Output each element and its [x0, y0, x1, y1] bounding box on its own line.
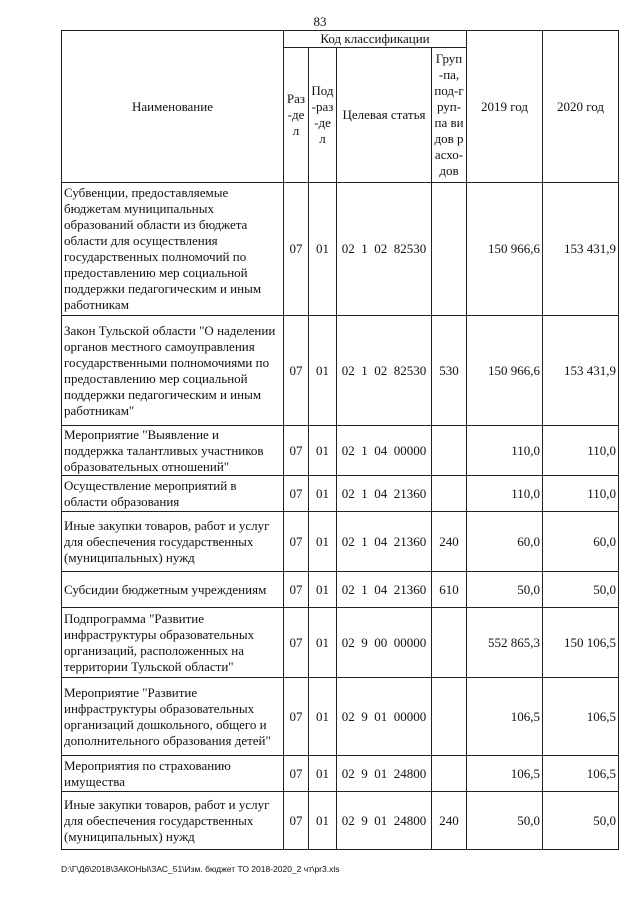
row-2019: 110,0 [467, 426, 543, 476]
row-podrazdel: 01 [309, 756, 337, 792]
row-razdel: 07 [284, 756, 309, 792]
page-number: 83 [313, 14, 327, 29]
row-razdel: 07 [284, 426, 309, 476]
row-group: 240 [432, 512, 467, 572]
row-2020: 150 106,5 [543, 608, 619, 678]
row-2019: 150 966,6 [467, 316, 543, 426]
row-razdel: 07 [284, 792, 309, 850]
header-group: Груп-па, под-груп-па видов расхо-дов [432, 48, 467, 183]
budget-table [61, 30, 619, 850]
row-target: 02 1 04 21360 [337, 476, 432, 512]
row-name: Иные закупки товаров, работ и услуг для обеспечения государственных (муниципальных) нужд [62, 512, 284, 572]
row-razdel: 07 [284, 512, 309, 572]
table-row [62, 512, 619, 572]
row-podrazdel: 01 [309, 183, 337, 316]
header-2020: 2020 год [543, 31, 619, 183]
row-2019: 50,0 [467, 572, 543, 608]
row-target: 02 1 04 21360 [337, 572, 432, 608]
row-podrazdel: 01 [309, 608, 337, 678]
header-2019: 2019 год [467, 31, 543, 183]
row-name: Осуществление мероприятий в области образования [62, 476, 284, 512]
row-2020: 50,0 [543, 572, 619, 608]
table-row [62, 572, 619, 608]
row-target: 02 1 02 82530 [337, 183, 432, 316]
row-name: Субвенции, предоставляемые бюджетам муниципальных образований области из бюджета области для осуществления государственных полномочий по предоставлению мер социальной поддержки педагогическим и иным работникам [62, 183, 284, 316]
row-razdel: 07 [284, 183, 309, 316]
table-row [62, 678, 619, 756]
header-code-group: Код классификации [284, 31, 467, 48]
row-podrazdel: 01 [309, 572, 337, 608]
row-target: 02 1 04 21360 [337, 512, 432, 572]
row-2019: 50,0 [467, 792, 543, 850]
row-target: 02 9 01 24800 [337, 792, 432, 850]
row-2019: 60,0 [467, 512, 543, 572]
row-podrazdel: 01 [309, 316, 337, 426]
row-razdel: 07 [284, 608, 309, 678]
table-row [62, 183, 619, 316]
row-podrazdel: 01 [309, 426, 337, 476]
row-2020: 110,0 [543, 476, 619, 512]
row-2020: 50,0 [543, 792, 619, 850]
row-2019: 106,5 [467, 756, 543, 792]
row-podrazdel: 01 [309, 512, 337, 572]
row-2020: 110,0 [543, 426, 619, 476]
header-target: Целевая статья [337, 48, 432, 183]
table-row [62, 608, 619, 678]
row-name: Подпрограмма "Развитие инфраструктуры образовательных организаций, расположенных на территории Тульской области" [62, 608, 284, 678]
row-name: Мероприятие "Развитие инфраструктуры образовательных организаций дошкольного, общего и дополнительного образования детей" [62, 678, 284, 756]
row-group: 610 [432, 572, 467, 608]
row-target: 02 1 04 00000 [337, 426, 432, 476]
row-group [432, 678, 467, 756]
file-path-footer: D:\Г\Д6\2018\ЗАКОНЫ\ЗАС_51\Изм. бюджет ТО 2018-2020_2 чт\pr3.xls [61, 864, 340, 874]
table-row [62, 756, 619, 792]
row-group: 530 [432, 316, 467, 426]
row-group [432, 426, 467, 476]
row-2020: 106,5 [543, 678, 619, 756]
row-razdel: 07 [284, 476, 309, 512]
row-razdel: 07 [284, 572, 309, 608]
row-name: Закон Тульской области "О наделении органов местного самоуправления государственными полномочиями по предоставлению мер социальной поддержки педагогическим и иным работникам" [62, 316, 284, 426]
row-2019: 150 966,6 [467, 183, 543, 316]
row-name: Иные закупки товаров, работ и услуг для обеспечения государственных (муниципальных) нужд [62, 792, 284, 850]
table-row [62, 426, 619, 476]
row-2020: 60,0 [543, 512, 619, 572]
row-2019: 106,5 [467, 678, 543, 756]
row-podrazdel: 01 [309, 678, 337, 756]
row-group [432, 476, 467, 512]
table-row [62, 316, 619, 426]
row-razdel: 07 [284, 316, 309, 426]
row-target: 02 9 01 00000 [337, 678, 432, 756]
row-2019: 110,0 [467, 476, 543, 512]
row-name: Мероприятия по страхованию имущества [62, 756, 284, 792]
row-group [432, 608, 467, 678]
row-target: 02 9 01 24800 [337, 756, 432, 792]
row-podrazdel: 01 [309, 476, 337, 512]
row-group [432, 756, 467, 792]
row-target: 02 1 02 82530 [337, 316, 432, 426]
row-group [432, 183, 467, 316]
row-2020: 153 431,9 [543, 183, 619, 316]
header-name: Наименование [62, 31, 284, 183]
row-name: Субсидии бюджетным учреждениям [62, 572, 284, 608]
row-2020: 153 431,9 [543, 316, 619, 426]
row-name: Мероприятие "Выявление и поддержка талантливых участников образовательных отношений" [62, 426, 284, 476]
table-row [62, 476, 619, 512]
table-row [62, 792, 619, 850]
row-2019: 552 865,3 [467, 608, 543, 678]
row-2020: 106,5 [543, 756, 619, 792]
header-razdel: Раз-дел [284, 48, 309, 183]
row-razdel: 07 [284, 678, 309, 756]
row-target: 02 9 00 00000 [337, 608, 432, 678]
row-group: 240 [432, 792, 467, 850]
header-podrazdel: Под-раз-дел [309, 48, 337, 183]
row-podrazdel: 01 [309, 792, 337, 850]
